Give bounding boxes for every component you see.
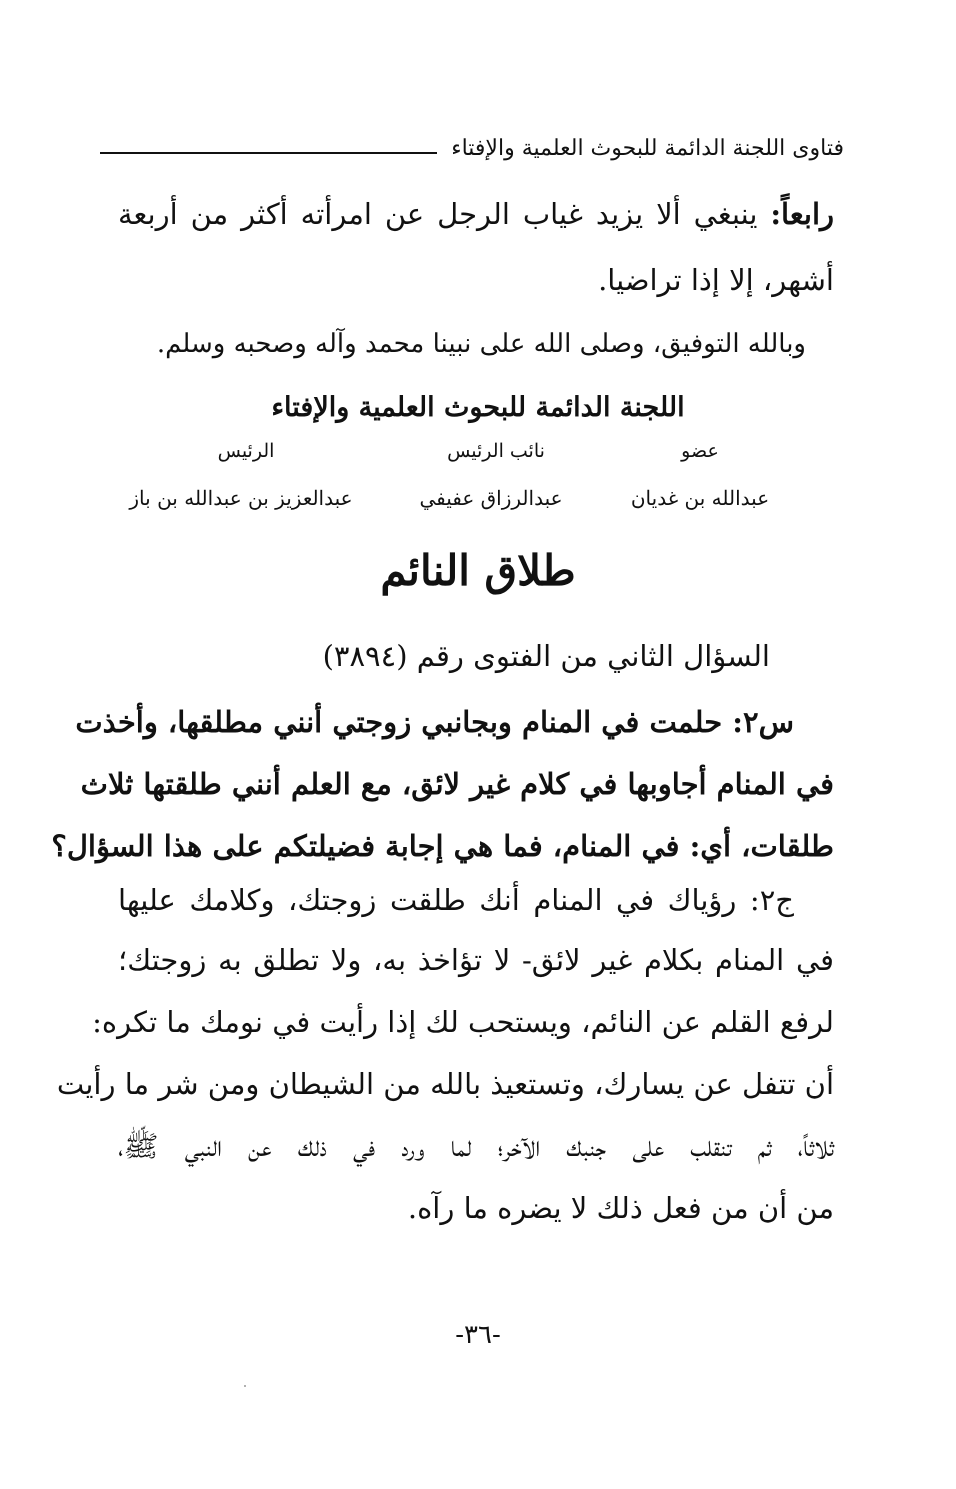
question-line-1: س٢: حلمت في المنام وبجانبي زوجتي أنني مطلقها، وأخذت	[75, 705, 794, 739]
answer-line-2: في المنام بكلام غير لائق- لا تؤاخذ به، ولا تطلق به زوجتك؛	[118, 943, 834, 977]
question-line-3: طلقات، أي: في المنام، فما هي إجابة فضيلتكم على هذا السؤال؟	[51, 829, 834, 863]
scan-speck	[244, 1385, 246, 1387]
fourth-point-text: ينبغي ألا يزيد غياب الرجل عن امرأته أكثر من أربعة	[118, 197, 758, 231]
running-header	[100, 128, 844, 168]
question-line-2: في المنام أجاوبها في كلام غير لائق، مع العلم أنني طلقتها ثلاث	[80, 767, 834, 801]
fourth-point-line-2: أشهر، إلا إذا تراضيا.	[598, 263, 834, 297]
answer-line-3: لرفع القلم عن النائم، ويستحب لك إذا رأيت في نومك ما تكره:	[92, 1005, 834, 1039]
vice-chairman-name: عبدالرزاق عفيفي	[419, 486, 563, 510]
member-role: عضو	[681, 440, 719, 462]
section-title: طلاق النائم	[380, 546, 576, 595]
fatwa-reference: السؤال الثاني من الفتوى رقم (٣٨٩٤)	[322, 639, 770, 673]
answer-line-4: أن تتفل عن يسارك، وتستعيذ بالله من الشيطان ومن شر ما رأيت	[56, 1067, 834, 1101]
header-rule	[100, 152, 437, 154]
committee-name: اللجنة الدائمة للبحوث العلمية والإفتاء	[271, 392, 685, 423]
chairman-role: الرئيس	[217, 440, 275, 462]
answer-line-5: ثلاثاً، ثم تنقلب على جنبك الآخر؛ لما ورد في ذلك عن النبي ﷺ،	[118, 1129, 834, 1163]
vice-chairman-role: نائب الرئيس	[447, 440, 545, 462]
closing-line: وبالله التوفيق، وصلى الله على نبينا محمد وآله وصحبه وسلم.	[156, 329, 806, 359]
fourth-point-label: رابعاً:	[770, 197, 835, 231]
answer-line-1: ج٢: رؤياك في المنام أنك طلقت زوجتك، وكلامك عليها	[118, 883, 794, 917]
chairman-name: عبدالعزيز بن عبدالله بن باز	[129, 486, 353, 510]
page-number: -٣٦-	[455, 1320, 501, 1350]
answer-line-6: من أن من فعل ذلك لا يضره ما رآه.	[407, 1191, 834, 1225]
running-title: فتاوى اللجنة الدائمة للبحوث العلمية والإفتاء	[451, 135, 844, 161]
fourth-point-line-1	[118, 196, 834, 232]
member-name: عبدالله بن غديان	[630, 486, 770, 510]
